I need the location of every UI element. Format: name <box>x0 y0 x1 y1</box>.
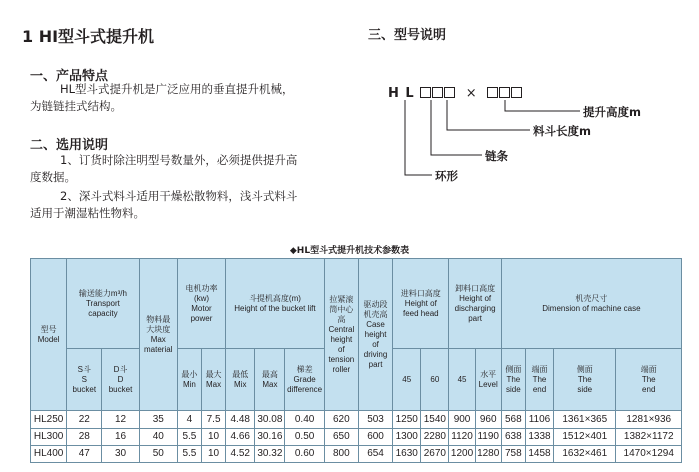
table-cell: 568 <box>501 411 525 428</box>
selection-line-3: 2、深斗式料斗适用干燥松散物料，浅斗式料斗 <box>60 189 298 203</box>
selection-heading: 二、选用说明 <box>30 138 109 153</box>
header-line: Dimension of machine case <box>542 303 641 313</box>
header-line: 梯差 <box>296 364 313 374</box>
table-cell: 4.66 <box>226 428 255 445</box>
header-line: bucket <box>108 384 133 394</box>
table-cell: HL300 <box>31 428 67 445</box>
table-cell: 800 <box>324 445 358 462</box>
header-line: Motor <box>191 303 212 313</box>
table-cell: 1200 <box>449 445 475 462</box>
header-cap-d <box>102 349 139 411</box>
header-dim-end <box>525 349 553 411</box>
table-cell: 1281×936 <box>616 411 682 428</box>
table-cell: 960 <box>475 411 501 428</box>
header-line: The <box>577 374 592 384</box>
table-cell: 1106 <box>525 411 553 428</box>
header-model <box>31 259 67 411</box>
header-line: 最大 <box>205 369 222 379</box>
header-line: S斗 <box>77 364 91 374</box>
label-ring: 环形 <box>435 169 458 183</box>
table-cell: 1280 <box>475 445 501 462</box>
header-tension <box>324 259 358 411</box>
table-cell: 1540 <box>421 411 449 428</box>
table-cell: 1630 <box>393 445 421 462</box>
table-cell: 5.5 <box>177 428 201 445</box>
table-cell: 0.60 <box>285 445 324 462</box>
header-line: The <box>506 374 521 384</box>
header-line: S <box>81 374 87 384</box>
header-line: Max <box>206 379 222 389</box>
header-line: tension <box>328 354 355 364</box>
header-line: D <box>117 374 124 384</box>
header-line: 拉紧滚 <box>329 294 354 304</box>
header-line: Central <box>328 324 355 334</box>
header-lift-max <box>255 349 285 411</box>
table-cell: 620 <box>324 411 358 428</box>
table-cell: 1120 <box>449 428 475 445</box>
header-grade <box>285 349 324 411</box>
table-row <box>31 428 682 445</box>
table-cell: 1632×461 <box>554 445 616 462</box>
header-line: 端面 <box>640 364 657 374</box>
table-row <box>31 445 682 462</box>
header-line: driving <box>363 349 388 359</box>
table-cell: 47 <box>67 445 102 462</box>
table-row <box>31 411 682 428</box>
header-line: (kw) <box>193 293 210 303</box>
header-line: Height of <box>459 293 492 303</box>
header-line: Min <box>182 379 196 389</box>
label-bucket-length: 料斗长度m <box>533 124 591 138</box>
header-feed <box>393 259 449 349</box>
header-line: 最高 <box>261 369 278 379</box>
header-line: bucket <box>72 384 97 394</box>
table-cell: 35 <box>139 411 177 428</box>
header-line: end <box>532 384 547 394</box>
table-cell: 1382×1172 <box>616 428 682 445</box>
header-drive <box>358 259 392 411</box>
table-cell: 5.5 <box>177 445 201 462</box>
header-line: Height of the bucket lift <box>234 303 316 313</box>
label-chain: 链条 <box>485 149 508 163</box>
header-pow-max <box>202 349 226 411</box>
header-dim-side2 <box>554 349 616 411</box>
table-cell: 654 <box>358 445 392 462</box>
header-line: 斗提机高度(m) <box>248 293 301 303</box>
header-line: capacity <box>88 308 118 318</box>
table-cell: 2280 <box>421 428 449 445</box>
header-line: discharging <box>454 303 496 313</box>
features-line-2: 为链链挂式结构。 <box>30 99 122 113</box>
header-line: Max <box>262 379 278 389</box>
header-pow-min <box>177 349 201 411</box>
table-cell: 1190 <box>475 428 501 445</box>
table-cell: 638 <box>501 428 525 445</box>
header-dim-side <box>501 349 525 411</box>
table-cell: 1361×365 <box>554 411 616 428</box>
table-cell: HL250 <box>31 411 67 428</box>
table-cell: 650 <box>324 428 358 445</box>
table-cell: 1512×401 <box>554 428 616 445</box>
header-capacity <box>67 259 139 349</box>
header-line: 端面 <box>531 364 548 374</box>
header-feed-a: 45 <box>393 349 421 411</box>
header-power <box>177 259 225 349</box>
header-line: 最低 <box>232 369 249 379</box>
table-cell: 28 <box>67 428 102 445</box>
header-line: Grade <box>293 374 316 384</box>
header-line: roller <box>332 364 351 374</box>
selection-line-4: 适用于潮湿粘性物料。 <box>30 206 145 220</box>
table-cell: 0.50 <box>285 428 324 445</box>
header-line: 高 <box>337 314 346 324</box>
header-line: 侧面 <box>505 364 522 374</box>
header-lift-min <box>226 349 255 411</box>
header-line: power <box>190 313 213 323</box>
header-line: Level <box>478 379 498 389</box>
header-lift <box>226 259 325 349</box>
table-cell: 30 <box>102 445 139 462</box>
header-line: difference <box>287 384 323 394</box>
features-heading: 一、产品特点 <box>30 69 109 84</box>
spec-table <box>30 258 682 463</box>
table-cell: 2670 <box>421 445 449 462</box>
header-line: Mix <box>234 379 247 389</box>
header-line: The <box>532 374 547 384</box>
header-dim-end2 <box>616 349 682 411</box>
table-cell: 758 <box>501 445 525 462</box>
header-line: height <box>364 329 387 339</box>
header-cap-s <box>67 349 102 411</box>
header-line: Transport <box>85 298 120 308</box>
table-cell: 30.08 <box>255 411 285 428</box>
table-cell: 30.16 <box>255 428 285 445</box>
page-title: 1 HI型斗式提升机 <box>22 27 155 46</box>
table-cell: 1338 <box>525 428 553 445</box>
selection-line-1: 1、订货时除注明型号数量外，必须提供提升高 <box>60 153 298 167</box>
header-line: of <box>338 344 345 354</box>
header-line: 大块度 <box>146 324 171 334</box>
table-cell: 1300 <box>393 428 421 445</box>
table-cell: 4.48 <box>226 411 255 428</box>
header-line: Case <box>366 319 385 329</box>
label-lift-height: 提升高度m <box>583 105 641 119</box>
table-cell: 0.40 <box>285 411 324 428</box>
table-cell: 900 <box>449 411 475 428</box>
header-line: side <box>577 384 593 394</box>
table-cell: 600 <box>358 428 392 445</box>
header-line: feed head <box>403 308 439 318</box>
table-cell: 4 <box>177 411 201 428</box>
table-cell: 10 <box>202 445 226 462</box>
header-line: 输送能力m³/h <box>78 288 127 298</box>
header-line: Height of <box>404 298 437 308</box>
header-line: 筒中心 <box>329 304 354 314</box>
table-cell: 1250 <box>393 411 421 428</box>
header-line: 电机功率 <box>185 283 218 293</box>
header-line: Model <box>37 334 60 344</box>
header-line: 驱动段 <box>363 299 388 309</box>
table-cell: 1470×1294 <box>616 445 682 462</box>
table-title: ◆HL型斗式提升机技术参数表 <box>289 246 410 256</box>
table-cell: 1458 <box>525 445 553 462</box>
header-line: 卸料口高度 <box>455 283 496 293</box>
model-desc-heading: 三、型号说明 <box>368 28 447 43</box>
header-dims <box>501 259 681 349</box>
table-cell: HL400 <box>31 445 67 462</box>
table-cell: 40 <box>139 428 177 445</box>
features-line-1: HL型斗式提升机是广泛应用的垂直提升机械， <box>60 82 294 96</box>
header-line: D斗 <box>113 364 128 374</box>
header-line: 机壳高 <box>363 309 388 319</box>
model-code-prefix: H L <box>388 86 415 101</box>
header-lump <box>139 259 177 411</box>
header-line: part <box>368 359 383 369</box>
header-line: The <box>641 374 656 384</box>
header-dis-b <box>475 349 501 411</box>
header-line: 水平 <box>480 369 497 379</box>
header-feed-b: 60 <box>421 349 449 411</box>
header-line: 物料最 <box>146 314 171 324</box>
table-cell: 10 <box>202 428 226 445</box>
table-cell: 50 <box>139 445 177 462</box>
header-line: side <box>506 384 521 394</box>
table-cell: 503 <box>358 411 392 428</box>
header-line: 型号 <box>40 324 57 334</box>
header-line: end <box>642 384 656 394</box>
header-line: part <box>468 313 483 323</box>
header-dis-a: 45 <box>449 349 475 411</box>
table-cell: 22 <box>67 411 102 428</box>
header-line: 最小 <box>181 369 198 379</box>
table-cell: 12 <box>102 411 139 428</box>
selection-line-2: 度数据。 <box>30 170 76 184</box>
table-cell: 30.32 <box>255 445 285 462</box>
header-line: of <box>372 339 379 349</box>
header-line: height <box>330 334 353 344</box>
header-line: 机壳尺寸 <box>575 293 608 303</box>
table-cell: 4.52 <box>226 445 255 462</box>
table-cell: 16 <box>102 428 139 445</box>
header-discharge <box>449 259 501 349</box>
header-line: 进料口高度 <box>400 288 441 298</box>
header-line: Max <box>150 334 166 344</box>
header-line: material <box>144 344 173 354</box>
table-cell: 7.5 <box>202 411 226 428</box>
header-line: 侧面 <box>576 364 593 374</box>
multiply-sign: × <box>465 86 478 101</box>
